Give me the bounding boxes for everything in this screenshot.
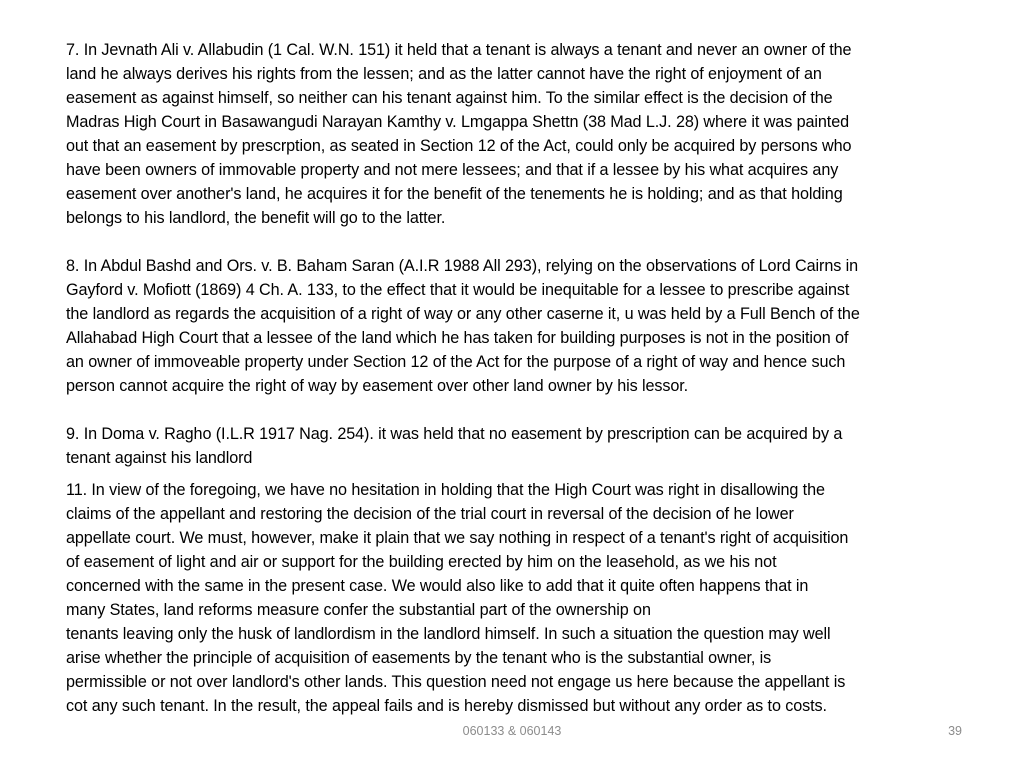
text-line: land he always derives his rights from the lessen; and as the latter cannot have the right of enjoyment of an bbox=[66, 65, 822, 83]
text-line: claims of the appellant and restoring the decision of the trial court in reversal of the decision of he lower bbox=[66, 505, 794, 523]
paragraph-9 bbox=[66, 422, 976, 470]
paragraph-spacer bbox=[66, 470, 976, 478]
text-line: 11. In view of the foregoing, we have no hesitation in holding that the High Court was right in disallowing the bbox=[66, 481, 825, 499]
text-line: belongs to his landlord, the benefit will go to the latter. bbox=[66, 209, 446, 227]
text-line: Allahabad High Court that a lessee of the land which he has taken for building purposes is not in the position of bbox=[66, 329, 849, 347]
text-line: permissible or not over landlord's other lands. This question need not engage us here because the appellant is bbox=[66, 673, 846, 691]
footer-case-numbers: 060133 & 060143 bbox=[462, 724, 562, 738]
text-line: easement as against himself, so neither can his tenant against him. To the similar effect is the decision of the bbox=[66, 89, 833, 107]
text-line: tenant against his landlord bbox=[66, 449, 253, 467]
text-line: Madras High Court in Basawangudi Narayan Kamthy v. Lmgappa Shettn (38 Mad L.J. 28) where it was painted bbox=[66, 113, 850, 131]
text-line: out that an easement by prescrption, as seated in Section 12 of the Act, could only be acquired by persons who bbox=[66, 137, 852, 155]
text-line: arise whether the principle of acquisition of easements by the tenant who is the substantial owner, is bbox=[66, 649, 772, 667]
paragraph-spacer bbox=[66, 230, 976, 254]
text-line: concerned with the same in the present case. We would also like to add that it quite often happens that in bbox=[66, 577, 809, 595]
text-line: many States, land reforms measure confer the substantial part of the ownership on bbox=[66, 601, 651, 619]
text-line: 8. In Abdul Bashd and Ors. v. B. Baham Saran (A.I.R 1988 All 293), relying on the observations of Lord Cairns in bbox=[66, 257, 859, 275]
paragraph-11 bbox=[66, 478, 976, 718]
text-line: easement over another's land, he acquires it for the benefit of the tenements he is holding; and as that holding bbox=[66, 185, 843, 203]
paragraph-spacer bbox=[66, 398, 976, 422]
paragraph-8 bbox=[66, 254, 976, 398]
slide-number: 39 bbox=[948, 724, 962, 738]
text-line: tenants leaving only the husk of landlordism in the landlord himself. In such a situation the question may well bbox=[66, 625, 831, 643]
paragraph-7 bbox=[66, 38, 976, 230]
text-line: Gayford v. Mofiott (1869) 4 Ch. A. 133, to the effect that it would be inequitable for a lessee to prescribe against bbox=[66, 281, 850, 299]
text-line: 9. In Doma v. Ragho (I.L.R 1917 Nag. 254). it was held that no easement by prescription can be acquired by a bbox=[66, 425, 843, 443]
slide-body bbox=[66, 38, 976, 718]
text-line: appellate court. We must, however, make it plain that we say nothing in respect of a tenant's right of acquisition bbox=[66, 529, 849, 547]
text-line: an owner of immoveable property under Section 12 of the Act for the purpose of a right of way and hence such bbox=[66, 353, 846, 371]
text-line: have been owners of immovable property and not mere lessees; and that if a lessee by his what acquires any bbox=[66, 161, 839, 179]
text-line: the landlord as regards the acquisition of a right of way or any other caserne it, u was held by a Full Bench of the bbox=[66, 305, 860, 323]
text-line: 7. In Jevnath Ali v. Allabudin (1 Cal. W.N. 151) it held that a tenant is always a tenant and never an owner of the bbox=[66, 41, 852, 59]
text-line: of easement of light and air or support for the building erected by him on the leasehold, as we his not bbox=[66, 553, 777, 571]
text-line: cot any such tenant. In the result, the appeal fails and is hereby dismissed but without any order as to costs. bbox=[66, 697, 827, 715]
text-line: person cannot acquire the right of way by easement over other land owner by his lessor. bbox=[66, 377, 689, 395]
